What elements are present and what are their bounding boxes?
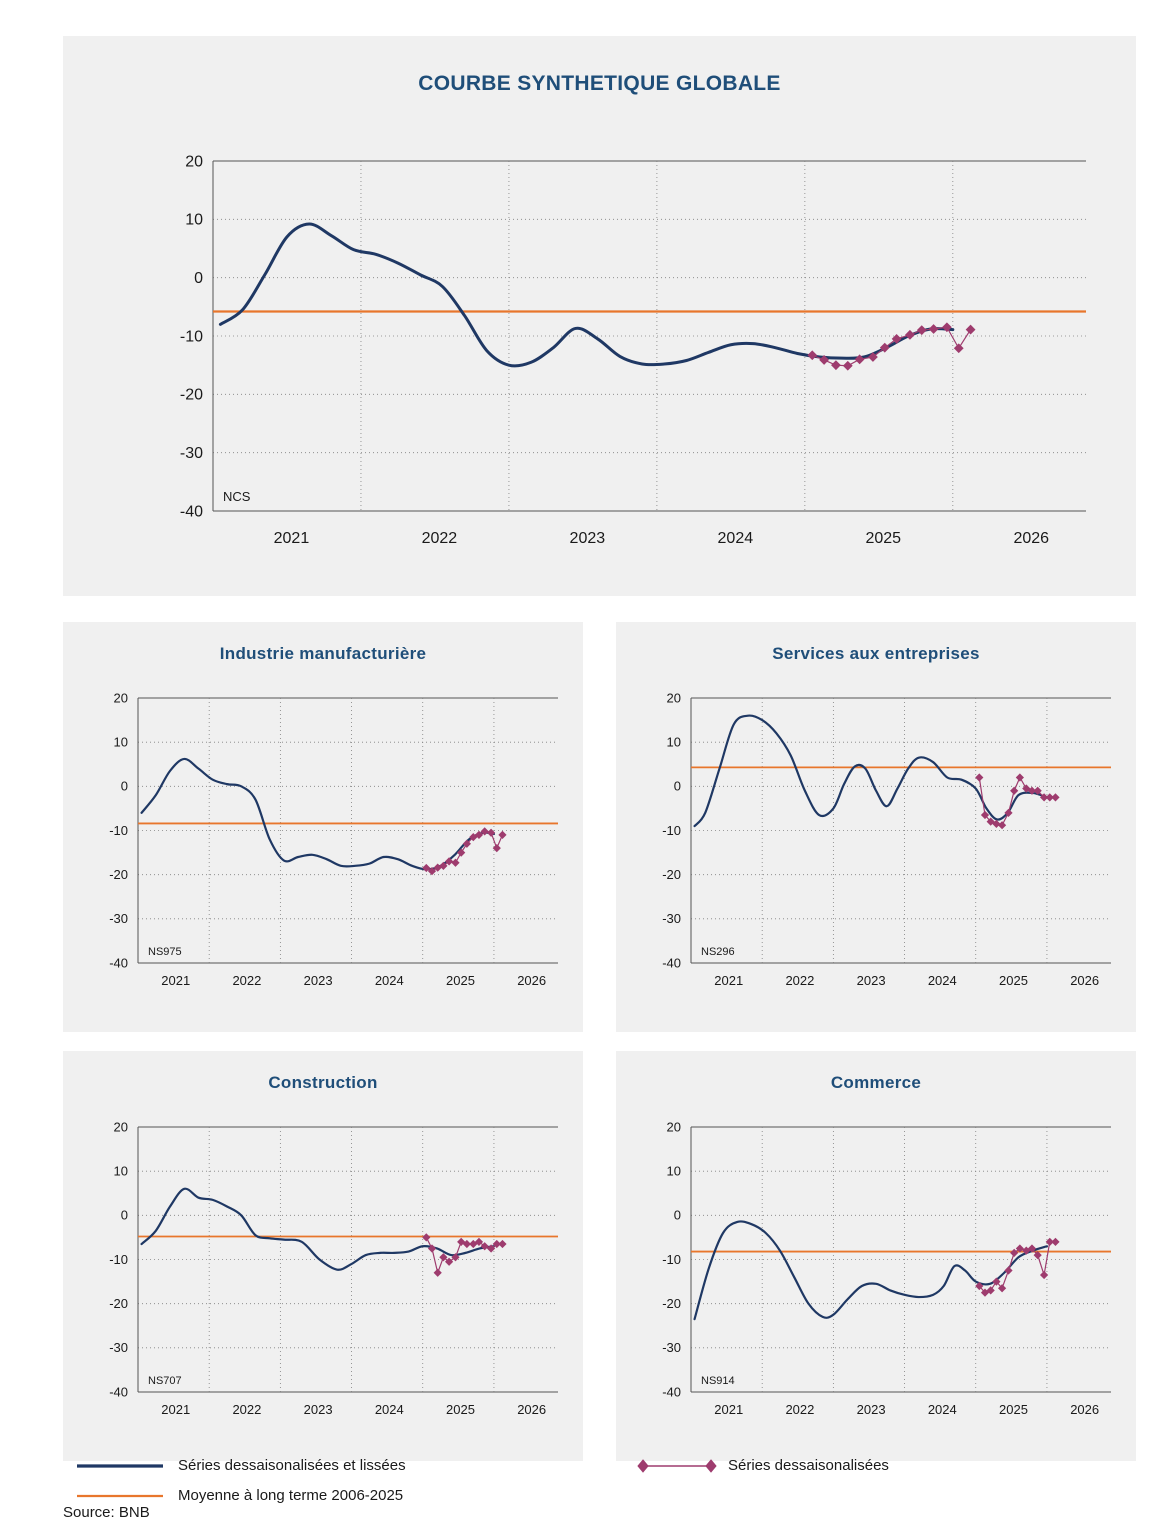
y-tick-label: -10 (109, 1251, 128, 1267)
series-raw-marker (1052, 1238, 1059, 1245)
series-code-label: NS707 (148, 1375, 182, 1387)
x-tick-label: 2026 (517, 1402, 547, 1417)
legend-marker-raw-right (706, 1460, 716, 1472)
x-tick-label: 2022 (785, 973, 815, 988)
x-tick-label: 2024 (374, 1402, 404, 1417)
x-tick-label: 2021 (714, 1402, 744, 1417)
x-tick-label: 2023 (569, 530, 606, 547)
x-tick-label: 2025 (446, 1402, 475, 1417)
series-raw-marker (499, 832, 506, 839)
series-raw-marker (1041, 1272, 1048, 1279)
series-raw-marker (493, 845, 500, 852)
chart-commerce (616, 1097, 1136, 1457)
series-raw-marker (999, 822, 1006, 829)
source-note: Source: BNB (63, 1504, 150, 1521)
y-tick-label: -10 (662, 822, 681, 838)
panel-services-aux-entreprises (616, 622, 1136, 1032)
panel-courbe-synthetique-globale (63, 36, 1136, 596)
panel-construction (63, 1051, 583, 1461)
x-tick-label: 2021 (161, 973, 191, 988)
y-tick-label: -30 (179, 445, 203, 462)
y-tick-label: -20 (662, 867, 681, 882)
series-raw-marker (1052, 794, 1059, 801)
x-tick-label: 2022 (421, 530, 458, 547)
y-tick-label: 20 (666, 690, 681, 706)
y-tick-label: -40 (662, 955, 681, 971)
chart-industrie (63, 668, 583, 1028)
y-tick-label: -20 (179, 386, 203, 404)
y-tick-label: -10 (179, 328, 203, 346)
y-tick-label: -40 (179, 503, 203, 521)
x-tick-label: 2022 (785, 1402, 815, 1417)
y-tick-label: 0 (673, 778, 681, 794)
x-tick-label: 2021 (161, 1402, 191, 1417)
series-raw-marker (929, 325, 937, 333)
legend-label-smoothed: Séries dessaisonalisées et lissées (178, 1457, 406, 1474)
legend-label-average: Moyenne à long terme 2006-2025 (178, 1487, 404, 1504)
x-tick-label: 2021 (273, 530, 310, 547)
series-smoothed-line (142, 759, 494, 869)
y-tick-label: 0 (673, 1207, 681, 1223)
x-tick-label: 2026 (1070, 973, 1100, 988)
series-raw-marker (452, 859, 459, 866)
plot-area (616, 668, 1136, 1028)
y-tick-label: 20 (113, 690, 128, 706)
plot-area (616, 1097, 1136, 1457)
series-smoothed-line (695, 1221, 1047, 1319)
x-tick-label: 2024 (374, 973, 404, 988)
chart-legend (63, 1452, 1136, 1538)
legend-marker-raw-left (638, 1460, 648, 1472)
series-smoothed-line (220, 224, 952, 366)
x-tick-label: 2022 (232, 1402, 262, 1417)
y-tick-label: 0 (120, 778, 128, 794)
x-tick-label: 2023 (303, 973, 333, 988)
x-tick-label: 2023 (303, 1402, 333, 1417)
series-raw-marker (423, 1234, 430, 1241)
series-raw-marker (844, 362, 852, 370)
y-tick-label: -30 (109, 1340, 128, 1356)
x-tick-label: 2025 (446, 973, 475, 988)
y-tick-label: -40 (662, 1384, 681, 1400)
plot-area (63, 1097, 583, 1457)
x-tick-label: 2025 (865, 530, 902, 547)
y-tick-label: -40 (109, 955, 128, 971)
chart-main (63, 106, 1136, 596)
y-tick-label: 20 (185, 153, 203, 171)
y-tick-label: -10 (662, 1251, 681, 1267)
plot-area (63, 668, 583, 1028)
y-tick-label: 10 (666, 734, 681, 750)
x-tick-label: 2022 (232, 973, 262, 988)
y-tick-label: -30 (662, 1340, 681, 1356)
series-raw-marker (976, 774, 983, 781)
series-raw-marker (434, 1269, 441, 1276)
chart-title-construction: Construction (268, 1073, 378, 1092)
y-tick-label: 10 (113, 734, 128, 750)
series-code-label: NS914 (701, 1375, 735, 1387)
series-smoothed-line (695, 716, 1047, 827)
y-tick-label: -10 (109, 822, 128, 838)
series-raw-marker (1011, 787, 1018, 794)
y-tick-label: 10 (666, 1163, 681, 1179)
x-tick-label: 2023 (856, 1402, 886, 1417)
x-tick-label: 2024 (927, 1402, 957, 1417)
chart-title-services: Services aux entreprises (772, 644, 980, 663)
x-tick-label: 2026 (517, 973, 547, 988)
series-raw-marker (832, 361, 840, 369)
y-tick-label: 0 (120, 1207, 128, 1223)
y-tick-label: -20 (662, 1296, 681, 1311)
series-code-label: NS975 (148, 946, 182, 958)
y-tick-label: 10 (185, 211, 203, 229)
panel-industrie-manufacturiere (63, 622, 583, 1032)
chart-construction (63, 1097, 583, 1457)
y-tick-label: -30 (662, 911, 681, 927)
x-tick-label: 2025 (999, 973, 1028, 988)
series-raw-marker (966, 325, 974, 333)
chart-title-commerce: Commerce (830, 1073, 922, 1092)
x-tick-label: 2025 (999, 1402, 1028, 1417)
x-tick-label: 2026 (1013, 530, 1050, 547)
y-tick-label: -20 (109, 1296, 128, 1311)
series-raw-marker (1005, 1267, 1012, 1274)
series-raw-marker (955, 344, 963, 352)
x-tick-label: 2021 (714, 973, 744, 988)
y-tick-label: 20 (113, 1119, 128, 1135)
x-tick-label: 2023 (856, 973, 886, 988)
x-tick-label: 2026 (1070, 1402, 1100, 1417)
chart-services (616, 668, 1136, 1028)
y-tick-label: -20 (109, 867, 128, 882)
series-code-label: NS296 (701, 946, 735, 958)
y-tick-label: 10 (113, 1163, 128, 1179)
series-raw-marker (808, 351, 816, 359)
plot-area (63, 106, 1136, 596)
y-tick-label: -30 (109, 911, 128, 927)
series-code-label: NCS (223, 489, 251, 504)
series-raw-marker (1016, 774, 1023, 781)
y-tick-label: -40 (109, 1384, 128, 1400)
legend-label-raw: Séries dessaisonalisées (728, 1457, 889, 1474)
x-tick-label: 2024 (717, 530, 754, 547)
series-raw-marker (488, 829, 495, 836)
y-tick-label: 0 (194, 270, 203, 287)
chart-title-industrie: Industrie manufacturière (219, 644, 427, 663)
page-title: COURBE SYNTHETIQUE GLOBALE (418, 72, 781, 95)
y-tick-label: 20 (666, 1119, 681, 1135)
panel-commerce (616, 1051, 1136, 1461)
x-tick-label: 2024 (927, 973, 957, 988)
series-raw-marker (499, 1241, 506, 1248)
